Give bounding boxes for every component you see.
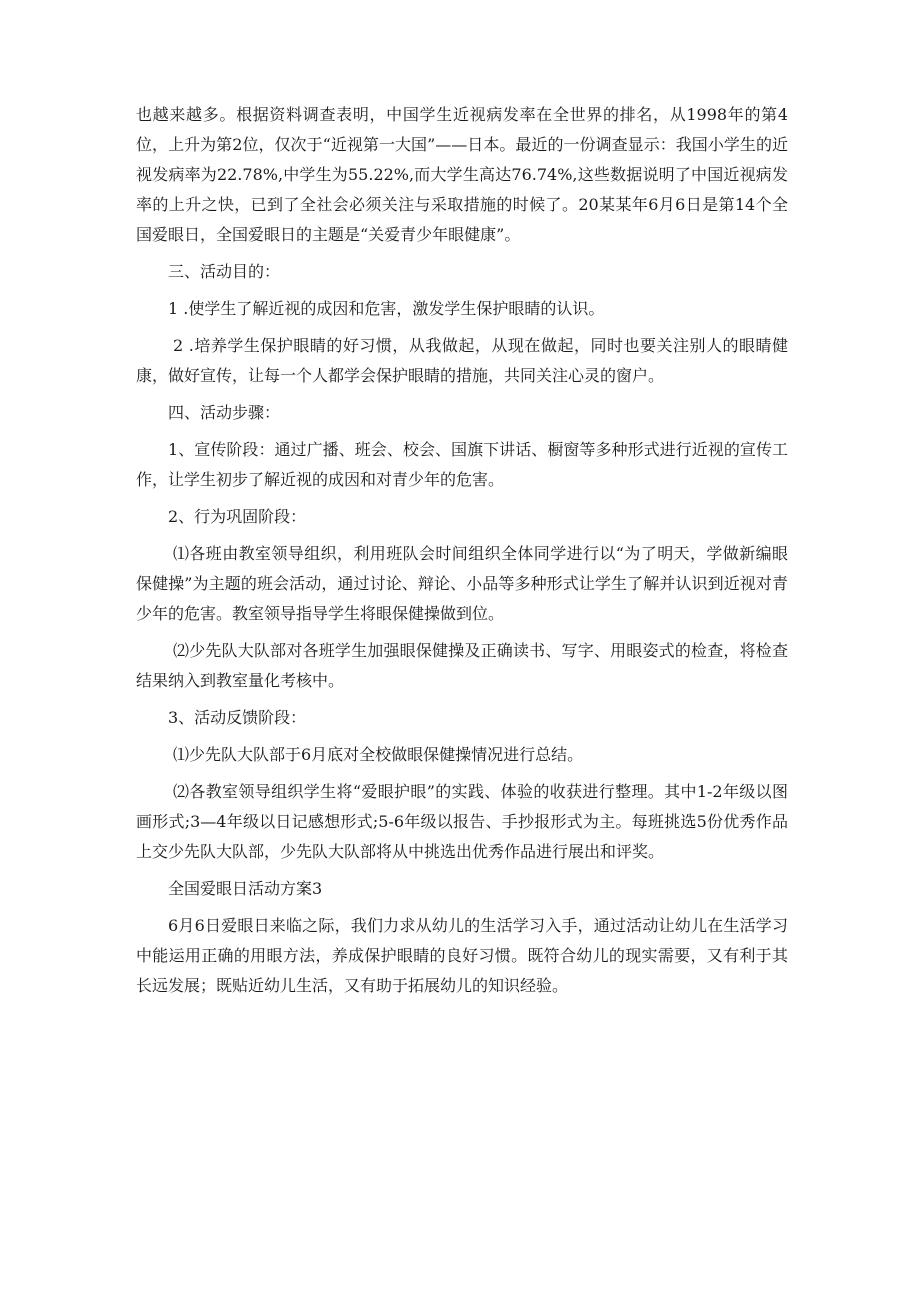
step-3-item-1: ⑴少先队大队部于6月底对全校做眼保健操情况进行总结。 bbox=[173, 745, 584, 764]
heading-activity-steps: 四、活动步骤： bbox=[168, 403, 281, 422]
step-2-item-2: ⑵少先队大队部对各班学生加强眼保健操及正确读书、写字、用眼姿式的检查，将检查结果纳入到教室量化考核中。 bbox=[136, 641, 788, 690]
plan-3-intro: 6月6日爱眼日来临之际，我们力求从幼儿的生活学习入手，通过活动让幼儿在生活学习中能运用正确的用眼方法，养成保护眼睛的良好习惯。既符合幼儿的现实需要，又有利于其长远发展；既贴近幼儿生活，又有助于拓展幼儿的知识经验。 bbox=[136, 916, 788, 995]
step-2-heading: 2、行为巩固阶段： bbox=[168, 507, 307, 526]
step-3-heading: 3、活动反馈阶段： bbox=[168, 708, 307, 727]
plan-3-title: 全国爱眼日活动方案3 bbox=[168, 879, 323, 898]
step-1-publicity: 1、宣传阶段：通过广播、班会、校会、国旗下讲话、橱窗等多种形式进行近视的宣传工作，让学生初步了解近视的成因和对青少年的危害。 bbox=[136, 440, 788, 489]
step-2-item-1: ⑴各班由教室领导组织，利用班队会时间组织全体同学进行以“为了明天，学做新编眼保健操”为主题的班会活动，通过讨论、辩论、小品等多种形式让学生了解并认识到近视对青少年的危害。教室领导指导学生将眼保健操做到位。 bbox=[136, 544, 788, 623]
document-body bbox=[136, 100, 788, 1008]
purpose-item-2: 2 .培养学生保护眼睛的好习惯，从我做起，从现在做起，同时也要关注别人的眼睛健康，做好宣传，让每一个人都学会保护眼睛的措施，共同关注心灵的窗户。 bbox=[136, 336, 788, 385]
purpose-item-1: 1 .使学生了解近视的成因和危害，激发学生保护眼睛的认识。 bbox=[168, 299, 605, 318]
paragraph-statistics: 也越来越多。根据资料调查表明，中国学生近视病发率在全世界的排名，从1998年的第4位，上升为第2位，仅次于“近视第一大国”——日本。最近的一份调查显示：我国小学生的近视发病率为22.78%,中学生为55.22%,而大学生高达76.74%,这些数据说明了中国近视病发率的上升之快，已到了全社会必须关注与采取措施的时候了。20某某年6月6日是第14个全国爱眼日，全国爱眼日的主题是“关爱青少年眼健康”。 bbox=[136, 105, 788, 244]
step-3-item-2: ⑵各教室领导组织学生将“爱眼护眼”的实践、体验的收获进行整理。其中1-2年级以图画形式;3—4年级以日记感想形式;5-6年级以报告、手抄报形式为主。每班挑选5份优秀作品上交少先队大队部，少先队大队部将从中挑选出优秀作品进行展出和评奖。 bbox=[136, 782, 788, 861]
heading-activity-purpose: 三、活动目的： bbox=[168, 262, 281, 281]
